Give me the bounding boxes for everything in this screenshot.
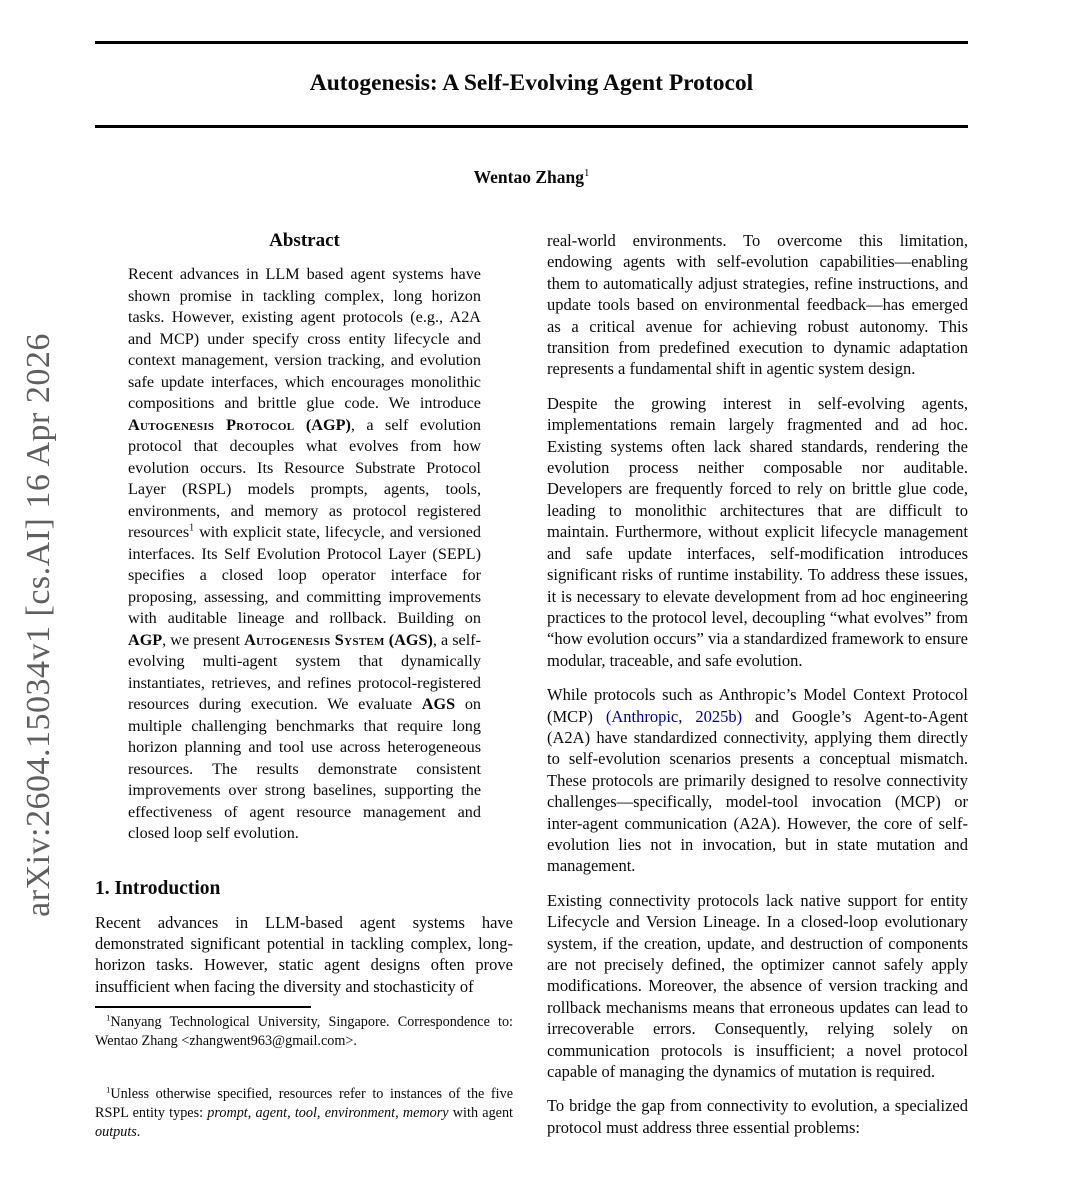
introduction-paragraph — [95, 912, 513, 998]
citation-link[interactable]: (Anthropic, 2025b) — [605, 706, 743, 726]
text-segment: , we present — [162, 630, 245, 649]
left-column — [95, 230, 513, 1142]
text-segment: . — [136, 1124, 141, 1141]
footnote-marker: 1 — [106, 1012, 111, 1023]
text-segment: , — [247, 1105, 256, 1122]
text-segment: Despite the growing interest in self-evolving agents, implementations remain largely fragmented and ad hoc. Existing systems often lack shared standards, rendering the evolution process neither composable nor auditable. Developers are frequently forced to rely on brittle glue code, leading to monolithic architectures that are difficult to maintain. Furthermore, without explicit lifecycle management and safe update interfaces, self-modification introduces significant risks of runtime instability. To address these issues, it is necessary to elevate development from ad hoc engineering practices to the protocol level, decoupling “what evolves” from “how evolution occurs” via a standardized framework to ensure modular, traceable, and safe evolution. — [547, 393, 968, 670]
text-segment: (AGS) — [388, 630, 433, 649]
text-segment: , — [316, 1105, 325, 1122]
two-column-layout — [95, 230, 968, 1142]
footnote-resources — [95, 1085, 513, 1142]
text-segment: and Google’s Agent-to-Agent (A2A) have standardized connectivity, applying them directly to self-evolution scenarios presents a conceptual mismatch. These protocols are primarily designed to resolve connectivity challenges—specifically, model-tool invocation (MCP) or inter-agent communication (A2A). However, the core of self-evolution lies not in invocation, but in state mutation and management. — [547, 706, 968, 876]
arxiv-watermark: arXiv:2604.15034v1 [cs.AI] 16 Apr 2026 — [20, 333, 57, 917]
paragraph-lifecycle-lineage — [547, 890, 968, 1083]
paragraph-mcp-a2a — [547, 684, 968, 877]
right-column — [547, 230, 968, 1142]
text-segment: , — [287, 1105, 295, 1122]
footnote-area — [95, 1006, 513, 1142]
text-segment: with agent — [448, 1105, 513, 1122]
text-segment: Recent advances in LLM based agent systems have shown promise in tackling complex, long horizon tasks. However, existing agent protocols (e.g., A2A and MCP) under specify cross entity lifecycle and context management, version tracking, and evolution safe update interfaces, which encourages monolithic compositions and brittle glue code. We introduce — [128, 265, 481, 412]
abstract-text — [128, 264, 481, 845]
text-segment: on multiple challenging benchmarks that require long horizon planning and tool use across heterogeneous resources. The results demonstrate consistent improvements over strong baselines, supporting the effectiveness of agent resource management and closed loop self evolution. — [128, 695, 482, 842]
text-segment: Autogenesis System — [244, 630, 385, 649]
title-rule-top — [95, 41, 968, 44]
text-segment: agent — [255, 1105, 288, 1122]
section-heading-introduction: 1. Introduction — [95, 877, 221, 899]
text-segment: environment — [324, 1105, 396, 1122]
text-segment: AGS — [421, 695, 456, 713]
author-affiliation-marker: 1 — [583, 167, 590, 180]
title-rule-bottom — [95, 125, 968, 128]
footnote-affiliation — [95, 1013, 513, 1051]
paragraph-environments — [547, 230, 968, 380]
text-segment: with explicit state, lifecycle, and versioned interfaces. Its Self Evolution Protocol Layer (SEPL) specifies a closed loop operator interface for proposing, assessing, and committing improvements with auditable lineage and rollback. Building on — [128, 523, 481, 627]
text-segment: tool — [294, 1105, 317, 1122]
text-segment: Autogenesis Protocol — [128, 415, 295, 434]
paragraph-fragmented-implementations — [547, 393, 968, 671]
text-segment: While protocols such as Anthropic’s Model Context Protocol (MCP) — [547, 685, 968, 726]
footnote-marker: 1 — [106, 1084, 111, 1095]
footnote-marker: 1 — [189, 522, 195, 534]
text-segment: real-world environments. To overcome this limitation, endowing agents with self-evolution capabilities—enabling them to automatically adjust strategies, refine instructions, and update tools based on environmental feedback—has emerged as a critical avenue for achieving robust autonomy. This transition from predefined execution to dynamic adaptation represents a fundamental shift in agentic system design. — [547, 231, 968, 379]
text-segment: Existing connectivity protocols lack native support for entity Lifecycle and Version Lineage. In a closed-loop evolutionary system, if the creation, update, and destruction of components are not precisely defined, the optimizer cannot safely apply modifications. Moreover, the absence of version tracking and rollback mechanisms means that erroneous updates can lead to irrecoverable errors. Consequently, relying solely on communication protocols is insufficient; a novel protocol capable of managing the dynamics of mutation is required. — [547, 890, 968, 1082]
text-segment — [294, 416, 305, 434]
text-segment: Recent advances in LLM-based agent systems have demonstrated significant potential in tackling complex, long-horizon tasks. However, static agent designs often prove insufficient when facing the diversity and stochasticity of — [95, 912, 513, 996]
text-segment: (AGP) — [305, 415, 351, 434]
text-segment: , a self-evolving multi-agent system that dynamically instantiates, retrieves, and refines protocol-registered resources during execution. We evaluate — [128, 630, 482, 713]
text-segment: Unless otherwise specified, resources refer to instances of the five RSPL entity types: — [95, 1086, 513, 1122]
text-segment: Nanyang Technological University, Singapore. Correspondence to: Wentao Zhang <zhangwent963@gmail.com>. — [95, 1014, 513, 1050]
text-segment: AGP — [128, 630, 163, 649]
text-segment: outputs — [95, 1124, 137, 1141]
text-segment: prompt — [207, 1105, 248, 1122]
text-segment: , — [395, 1105, 403, 1122]
paragraph-bridge-gap — [547, 1095, 968, 1138]
abstract-section — [95, 230, 513, 845]
paper-title: Autogenesis: A Self-Evolving Agent Protocol — [309, 70, 754, 96]
author-name: Wentao Zhang — [473, 167, 584, 187]
paper-content — [95, 0, 968, 1142]
text-segment: , a self evolution protocol that decouples what evolves from how evolution occurs. Its Resource Substrate Protocol Layer (RSPL) models prompts, agents, tools, environments, and memory as protocol registered resources — [128, 415, 482, 541]
abstract-heading: Abstract — [269, 230, 340, 251]
text-segment: To bridge the gap from connectivity to evolution, a specialized protocol must address three essential problems: — [547, 1096, 968, 1137]
footnote-rule — [95, 1006, 311, 1008]
author-line — [95, 167, 968, 188]
text-segment: memory — [402, 1105, 449, 1122]
